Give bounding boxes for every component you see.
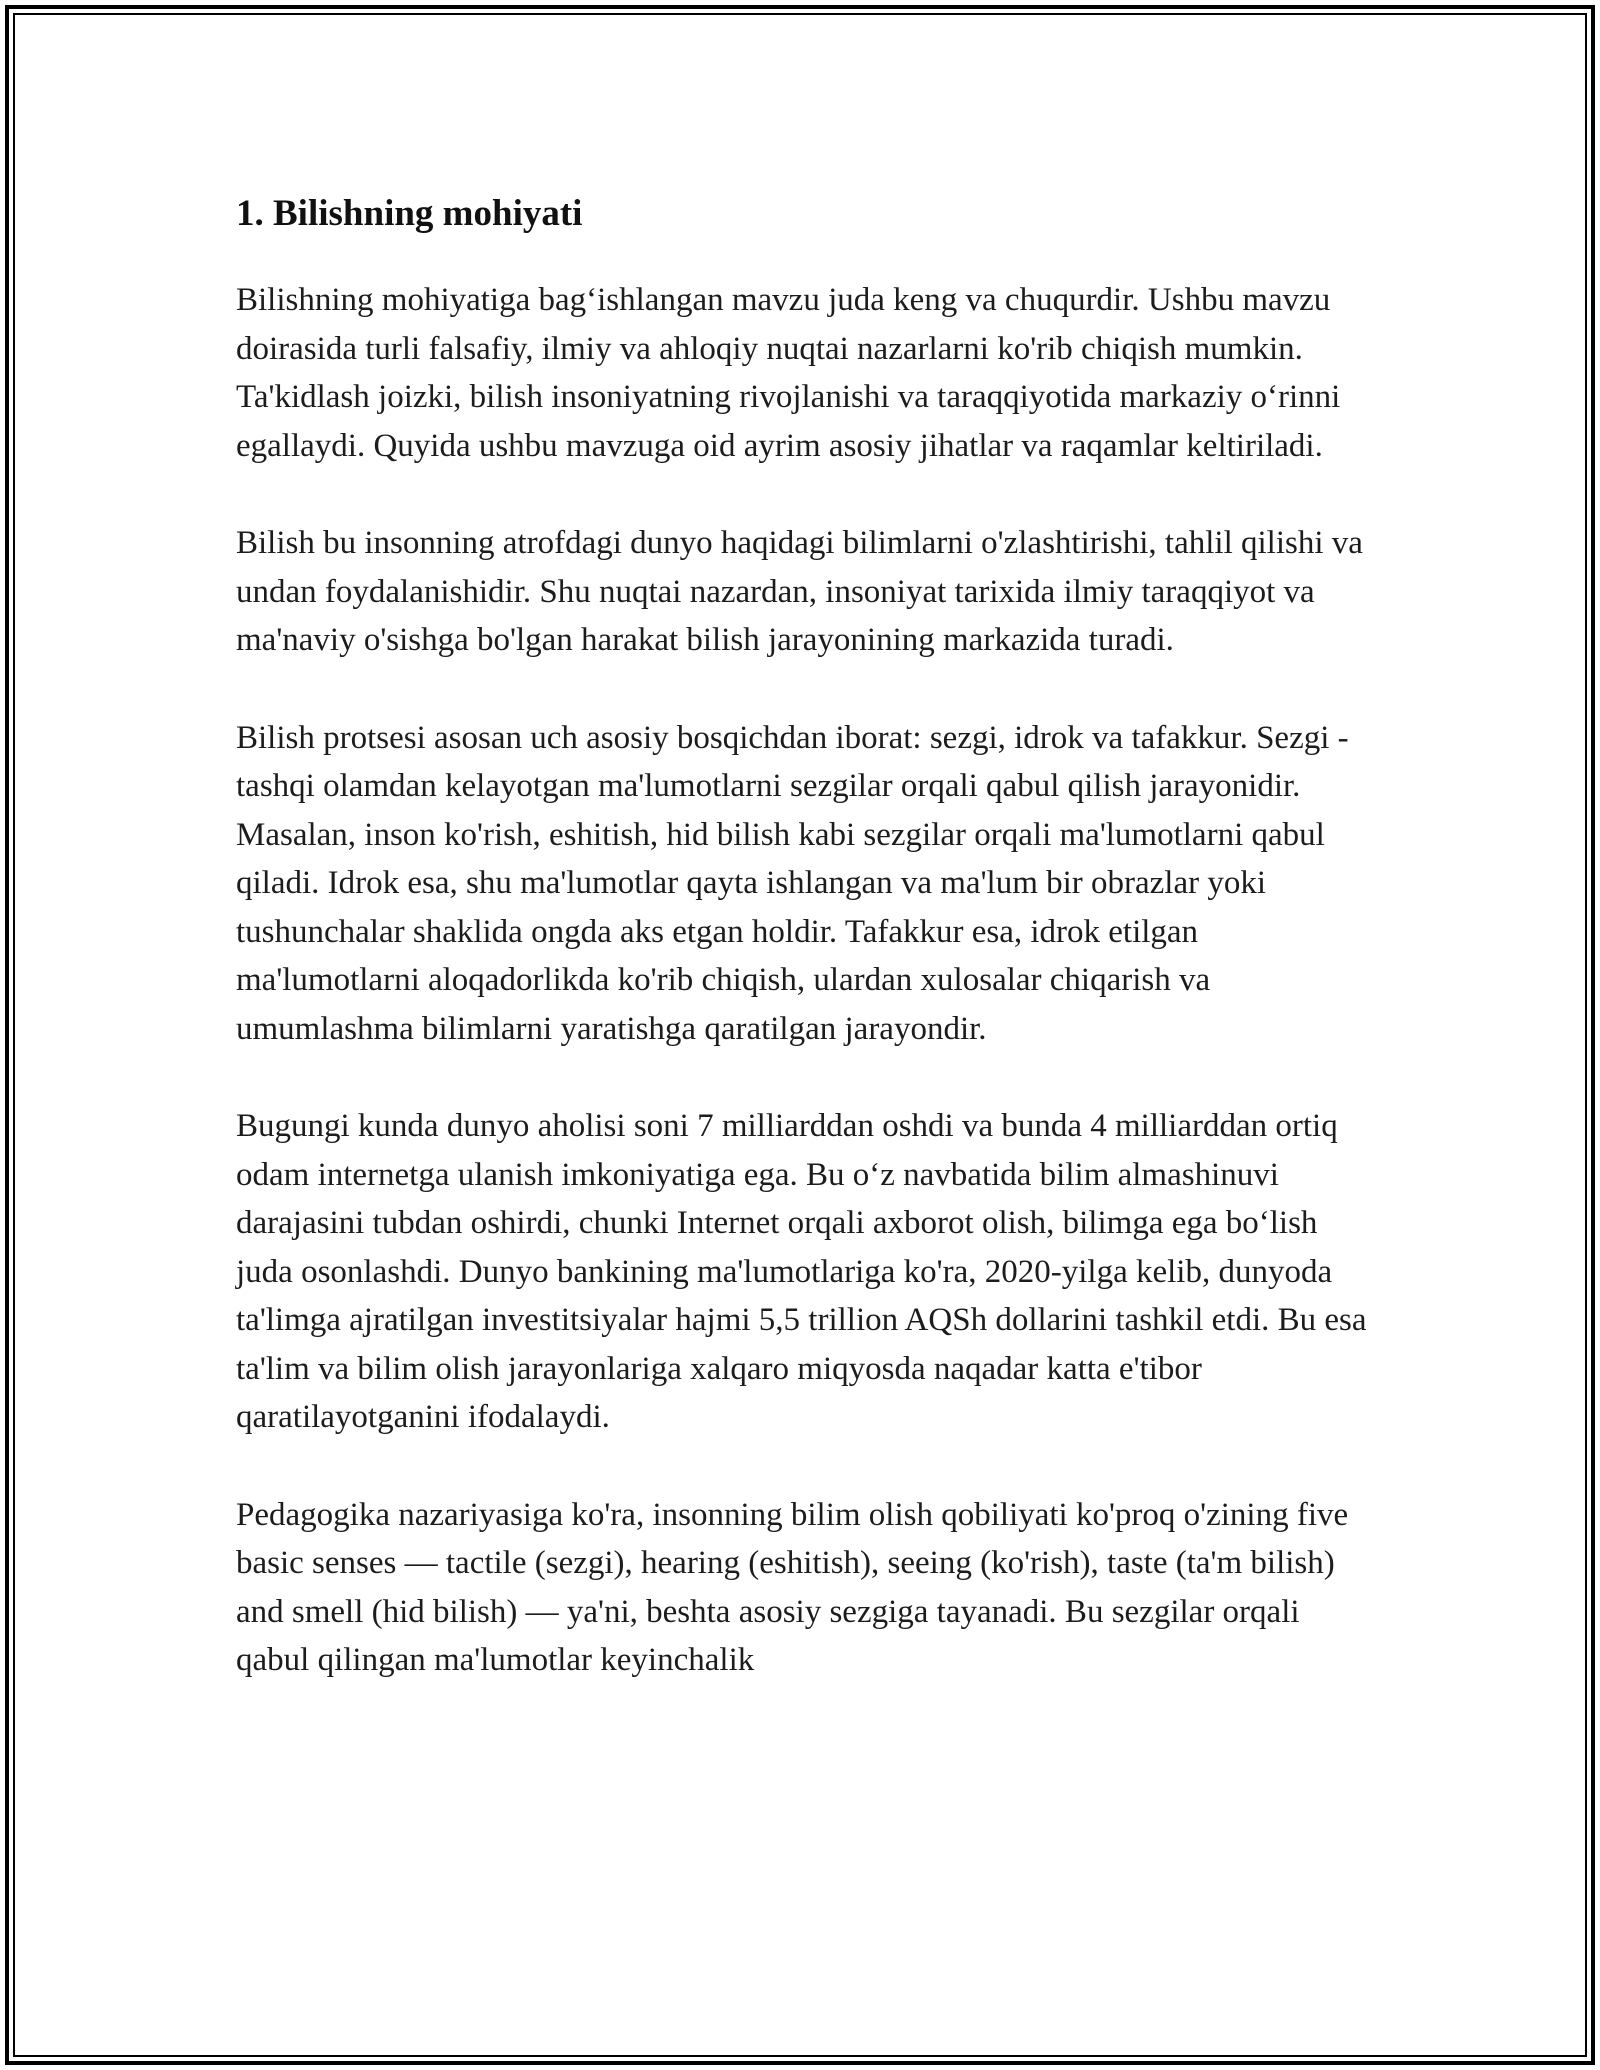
section-heading: 1. Bilishning mohiyati	[236, 193, 583, 234]
document-body	[236, 186, 1376, 1734]
paragraph-stages: Bilish protsesi asosan uch asosiy bosqichdan iborat: sezgi, idrok va tafakkur. Sezgi - tashqi olamdan kelayotgan ma'lumotlarni sezgilar orqali qabul qilish jarayonidir. Masalan, inson ko'rish, eshitish, hid bilish kabi sezgilar orqali ma'lumotlarni qabul qiladi. Idrok esa, shu ma'lumotlar qayta ishlangan va ma'lum bir obrazlar yoki tushunchalar shaklida ongda aks etgan holdir. Tafakkur esa, idrok etilgan ma'lumotlarni aloqadorlikda ko'rib chiqish, ulardan xulosalar chiqarish va umumlashma bilimlarni yaratishga qaratilgan jarayondir.	[236, 719, 1349, 1047]
paragraph-statistics: Bugungi kunda dunyo aholisi soni 7 milliarddan oshdi va bunda 4 milliarddan ortiq odam internetga ulanish imkoniyatiga ega. Bu o‘z navbatida bilim almashinuvi darajasini tubdan oshirdi, chunki Internet orqali axborot olish, bilimga ega bo‘lish juda osonlashdi. Dunyo bankining ma'lumotlariga ko'ra, 2020-yilga kelib, dunyoda ta'limga ajratilgan investitsiyalar hajmi 5,5 trillion AQSh dollarini tashkil etdi. Bu esa ta'lim va bilim olish jarayonlariga xalqaro miqyosda naqadar katta e'tibor qaratilayotganini ifodalaydi.	[236, 1108, 1367, 1435]
paragraph-definition: Bilish bu insonning atrofdagi dunyo haqidagi bilimlarni o'zlashtirishi, tahlil qilishi va undan foydalanishidir. Shu nuqtai nazardan, insoniyat tarixida ilmiy taraqqiyot va ma'naviy o'sishga bo'lgan harakat bilish jarayonining markazida turadi.	[236, 525, 1363, 658]
paragraph-senses: Pedagogika nazariyasiga ko'ra, insonning bilim olish qobiliyati ko'proq o'zining five basic senses — tactile (sezgi), hearing (eshitish), seeing (ko'rish), taste (ta'm bilish) and smell (hid bilish) — ya'ni, beshta asosiy sezgiga tayanadi. Bu sezgilar orqali qabul qilingan ma'lumotlar keyinchalik	[236, 1496, 1349, 1678]
paragraph-intro: Bilishning mohiyatiga bag‘ishlangan mavzu juda keng va chuqurdir. Ushbu mavzu doirasida turli falsafiy, ilmiy va ahloqiy nuqtai nazarlarni ko'rib chiqish mumkin. Ta'kidlash joizki, bilish insoniyatning rivojlanishi va taraqqiyotida markaziy o‘rinni egallaydi. Quyida ushbu mavzuga oid ayrim asosiy jihatlar va raqamlar keltiriladi.	[236, 282, 1341, 464]
